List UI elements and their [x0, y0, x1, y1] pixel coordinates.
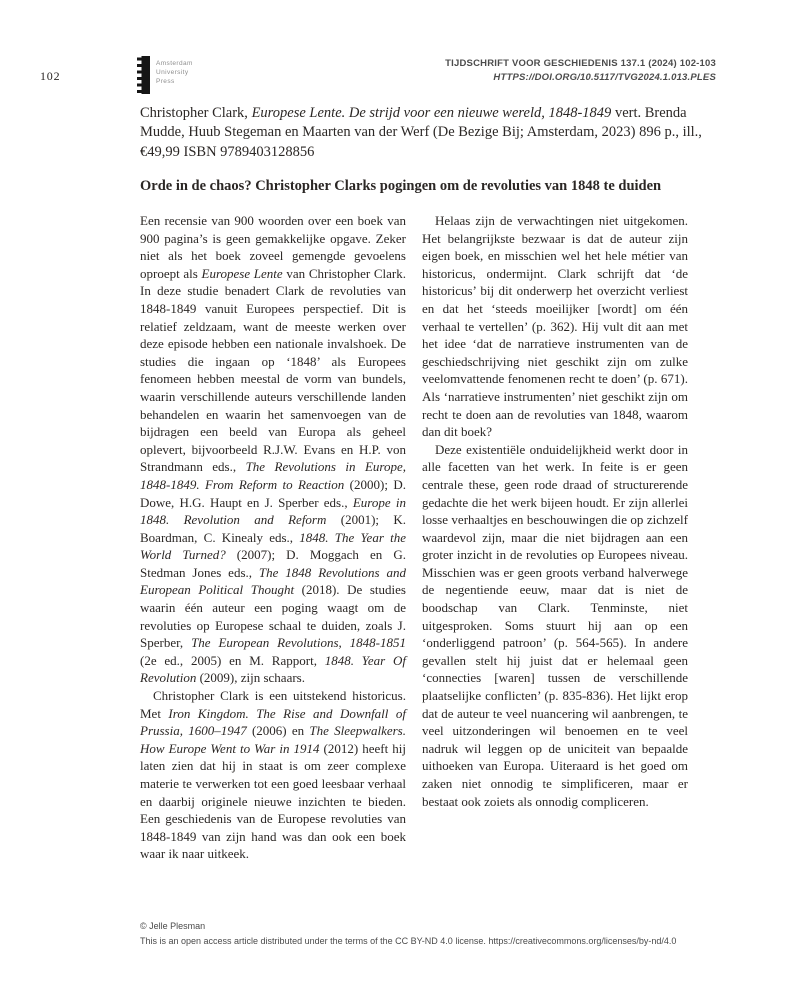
book-title: Europese Lente — [201, 265, 283, 281]
publisher-name-line: University — [156, 69, 189, 76]
text-run: (2e ed., 2005) en M. Rapport, — [140, 652, 325, 668]
paragraph — [140, 687, 406, 863]
text-run: (2000); D. Dowe, H.G. Haupt en J. Sperber eds., — [140, 476, 406, 510]
text-run: (2006) en — [246, 723, 310, 739]
book-title: 1848. Year Of Revolution — [140, 652, 406, 686]
article-footer — [140, 919, 740, 948]
text-run: Deze existentiële onduidelijkheid werkt door in alle facetten van het werk. In feite is er geen centrale these, geen rode draad of structurerende gedachte die het werk bijeen houdt. Er zijn allerlei losse verhaaltjes en beschouwingen die op zichzelf waardevol zijn, maar die niet bijdragen aan een groter inzicht in de revoluties op Europees niveau. Misschien was er geen groots verband halverwege de negentiende eeuw, maar dat is niet de boodschap van Clark. Tenminste, niet uitgesproken. Soms stuurt hij aan op een ‘onderliggend patroon’ (p. 564-565). In andere gevallen stelt hij juist dat er helemaal geen ‘connecties [waren] tussen de verschillende plaatselijke conflicten’ (p. 835-836). Het lijkt erop dat de auteur te veel nuancering wil aanbrengen, te veel uitzonderingen wil benoemen en te veel nadruk wil leggen op de uniciteit van bepaalde uithoeken van Europa. Uiteraard is het goed om zaken niet onnodig te simplificeren, maar er bestaat ook zoiets als onnodig compliceren. — [422, 441, 688, 809]
page-number: 102 — [40, 69, 61, 83]
journal-issue-line: TIJDSCHRIFT VOOR GESCHIEDENIS 137.1 (2024) 102-103 — [445, 58, 716, 69]
book-title: Europe in 1848. Revolution and Reform — [140, 494, 406, 528]
book-citation — [140, 104, 712, 162]
text-run: (2012) heeft hij laten zien dat hij in staat is om zeer complexe materie te verwerken tot een goed leesbaar verhaal en daarbij originele nieuwe inzichten te bieden. Een geschiedenis van de Europese revoluties van 1848-1849 van zijn hand was dan ook een boek waar ik naar uitkeek. — [140, 740, 406, 862]
text-run: (2007); D. Moggach en G. Stedman Jones eds., — [140, 547, 406, 580]
paragraph — [140, 212, 406, 687]
text-run: (2018). De studies waarin één auteur een poging waagt om de revoluties op Europese schaal te duiden, zoals J. Sperber, — [140, 582, 406, 651]
book-title: The Revolutions in Europe, 1848-1849. From Reform to Reaction — [140, 459, 406, 492]
book-title: 1848. The Year the World Turned? — [140, 529, 407, 563]
text-run: Helaas zijn de verwachtingen niet uitgekomen. Het belangrijkste bezwaar is dat de auteur zijn eigen boek, en misschien wel het hele métier van historicus, ondermijnt. Clark schrijft dat ‘de historicus’ bij dit onderwerp het overzicht verliest en dat het ‘steeds moeilijker [wordt] om één verhaal te vertellen’ (p. 362). Hij vult dit aan met het idee ‘dat de narratieve instrumenten van de geschiedschrijving niet geschikt zijn om zulke veelomvattende fenomenen recht te doen’ (p. 671). Als ‘narratieve instrumenten’ niet geschikt zijn om recht te doen aan de revoluties van 1848, waarom dan dit boek? — [422, 213, 688, 440]
book-title: The Sleepwalkers. How Europe Went to War in 1914 — [140, 723, 406, 756]
text-run: (2009), zijn schaars. — [196, 670, 305, 686]
paragraph — [422, 212, 688, 441]
article-title: Orde in de chaos? Christopher Clarks pogingen om de revoluties van 1848 te duiden — [140, 178, 662, 194]
text-run: Christopher Clark, — [140, 105, 252, 121]
text-run: van Christopher Clark. In deze studie benadert Clark de revoluties van 1848-1849 vanuit Europees perspectief. Dit is relatief zeldzaam, want de meeste werken over deze episode hebben een nationale invalshoek. De studies die ingaan op ‘1848’ als Europees fenomeen hebben meestal de vorm van bundels, waarin verschillende auteurs verschillende landen behandelen en waarin het samenvoegen van de bijdragen een beeld van Europa als geheel oplevert, bijvoorbeeld R.J.W. Evans en H.P. von Strandmann eds., — [140, 265, 407, 475]
license-line: This is an open access article distributed under the terms of the CC BY-ND 4.0 license. https://creativecommons.org/licenses/by-nd/4.0 — [140, 935, 677, 946]
column-left — [140, 212, 406, 863]
text-run: vert. Brenda Mudde, Huub Stegeman en Maarten van der Werf (De Bezige Bij; Amsterdam, 2023) 896 p., ill., €49,99 ISBN 9789403128856 — [140, 105, 702, 160]
text-run: (2001); K. Boardman, C. Kinealy eds., — [140, 512, 406, 545]
text-run: Christopher Clark is een uitstekend historicus. Met — [140, 688, 406, 721]
journal-reference — [445, 57, 716, 85]
publisher-name — [156, 56, 193, 86]
article-body — [140, 212, 688, 863]
book-title: Europese Lente. De strijd voor een nieuwe wereld, 1848-1849 — [251, 105, 612, 121]
publisher-logo — [137, 56, 193, 94]
publisher-name-line: Amsterdam — [156, 60, 193, 67]
text-run: Een recensie van 900 woorden over een boek van 900 pagina’s is geen gemakkelijke opgave. Zeker niet als het boek zoveel gemengde gevoelens oproept als — [140, 213, 406, 281]
aup-book-spine-icon — [137, 56, 150, 94]
paragraph — [422, 441, 688, 810]
publisher-name-line: Press — [156, 78, 175, 85]
copyright-line: © Jelle Plesman — [140, 921, 206, 931]
doi-line: HTTPS://DOI.ORG/10.5117/TVG2024.1.013.PLES — [493, 72, 716, 83]
book-title: The 1848 Revolutions and European Political Thought — [140, 564, 406, 598]
column-right — [422, 212, 688, 863]
book-title: The European Revolutions, 1848-1851 — [191, 635, 406, 651]
book-title: Iron Kingdom. The Rise and Downfall of Prussia, 1600–1947 — [140, 705, 406, 739]
